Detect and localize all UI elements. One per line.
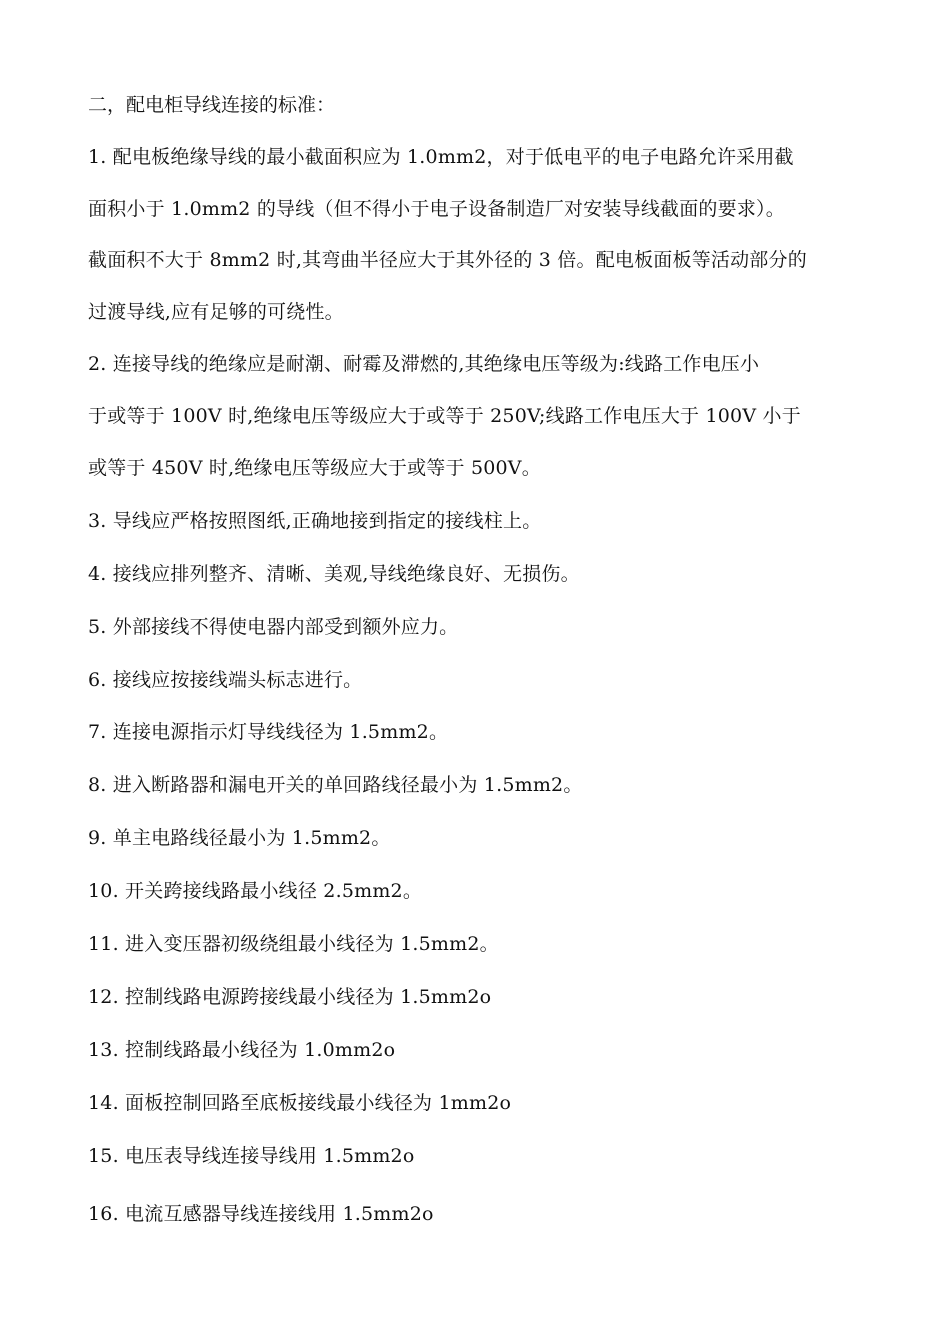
list-item-14: 14. 面板控制回路至底板接线最小线径为 1mm2o	[88, 1092, 512, 1114]
list-item-10: 10. 开关跨接线路最小线径 2.5mm2。	[88, 880, 423, 902]
list-item-6: 6. 接线应按接线端头标志进行。	[88, 669, 363, 691]
list-item-12: 12. 控制线路电源跨接线最小线径为 1.5mm2o	[88, 986, 492, 1008]
item-1-line-2: 面积小于 1.0mm2 的导线（但不得小于电子设备制造厂对安装导线截面的要求）。	[88, 198, 785, 220]
list-item-3: 3. 导线应严格按照图纸,正确地接到指定的接线柱上。	[88, 510, 542, 532]
list-item-11: 11. 进入变压器初级绕组最小线径为 1.5mm2。	[88, 933, 499, 955]
item-1-line-1: 1. 配电板绝缘导线的最小截面积应为 1.0mm2，对于低电平的电子电路允许采用截	[88, 146, 794, 168]
list-item-16: 16. 电流互感器导线连接线用 1.5mm2o	[88, 1203, 434, 1225]
list-item-13: 13. 控制线路最小线径为 1.0mm2o	[88, 1039, 396, 1061]
item-2-line-1: 2. 连接导线的绝缘应是耐潮、耐霉及滞燃的,其绝缘电压等级为:线路工作电压小	[88, 353, 760, 375]
section-heading: 二，配电柜导线连接的标准：	[88, 94, 336, 116]
item-2-line-2: 于或等于 100V 时,绝缘电压等级应大于或等于 250V;线路工作电压大于 100V 小于	[88, 405, 801, 427]
list-item-9: 9. 单主电路线径最小为 1.5mm2。	[88, 827, 391, 849]
item-1-line-4: 过渡导线,应有足够的可绕性。	[88, 301, 344, 323]
list-item-7: 7. 连接电源指示灯导线线径为 1.5mm2。	[88, 721, 449, 743]
list-item-8: 8. 进入断路器和漏电开关的单回路线径最小为 1.5mm2。	[88, 774, 583, 796]
list-item-15: 15. 电压表导线连接导线用 1.5mm2o	[88, 1145, 415, 1167]
list-item-5: 5. 外部接线不得使电器内部受到额外应力。	[88, 616, 459, 638]
item-2-line-3: 或等于 450V 时,绝缘电压等级应大于或等于 500V。	[88, 457, 541, 479]
list-item-4: 4. 接线应排列整齐、清晰、美观,导线绝缘良好、无损伤。	[88, 563, 580, 585]
item-1-line-3: 截面积不大于 8mm2 时,其弯曲半径应大于其外径的 3 倍。配电板面板等活动部分的	[88, 249, 807, 271]
